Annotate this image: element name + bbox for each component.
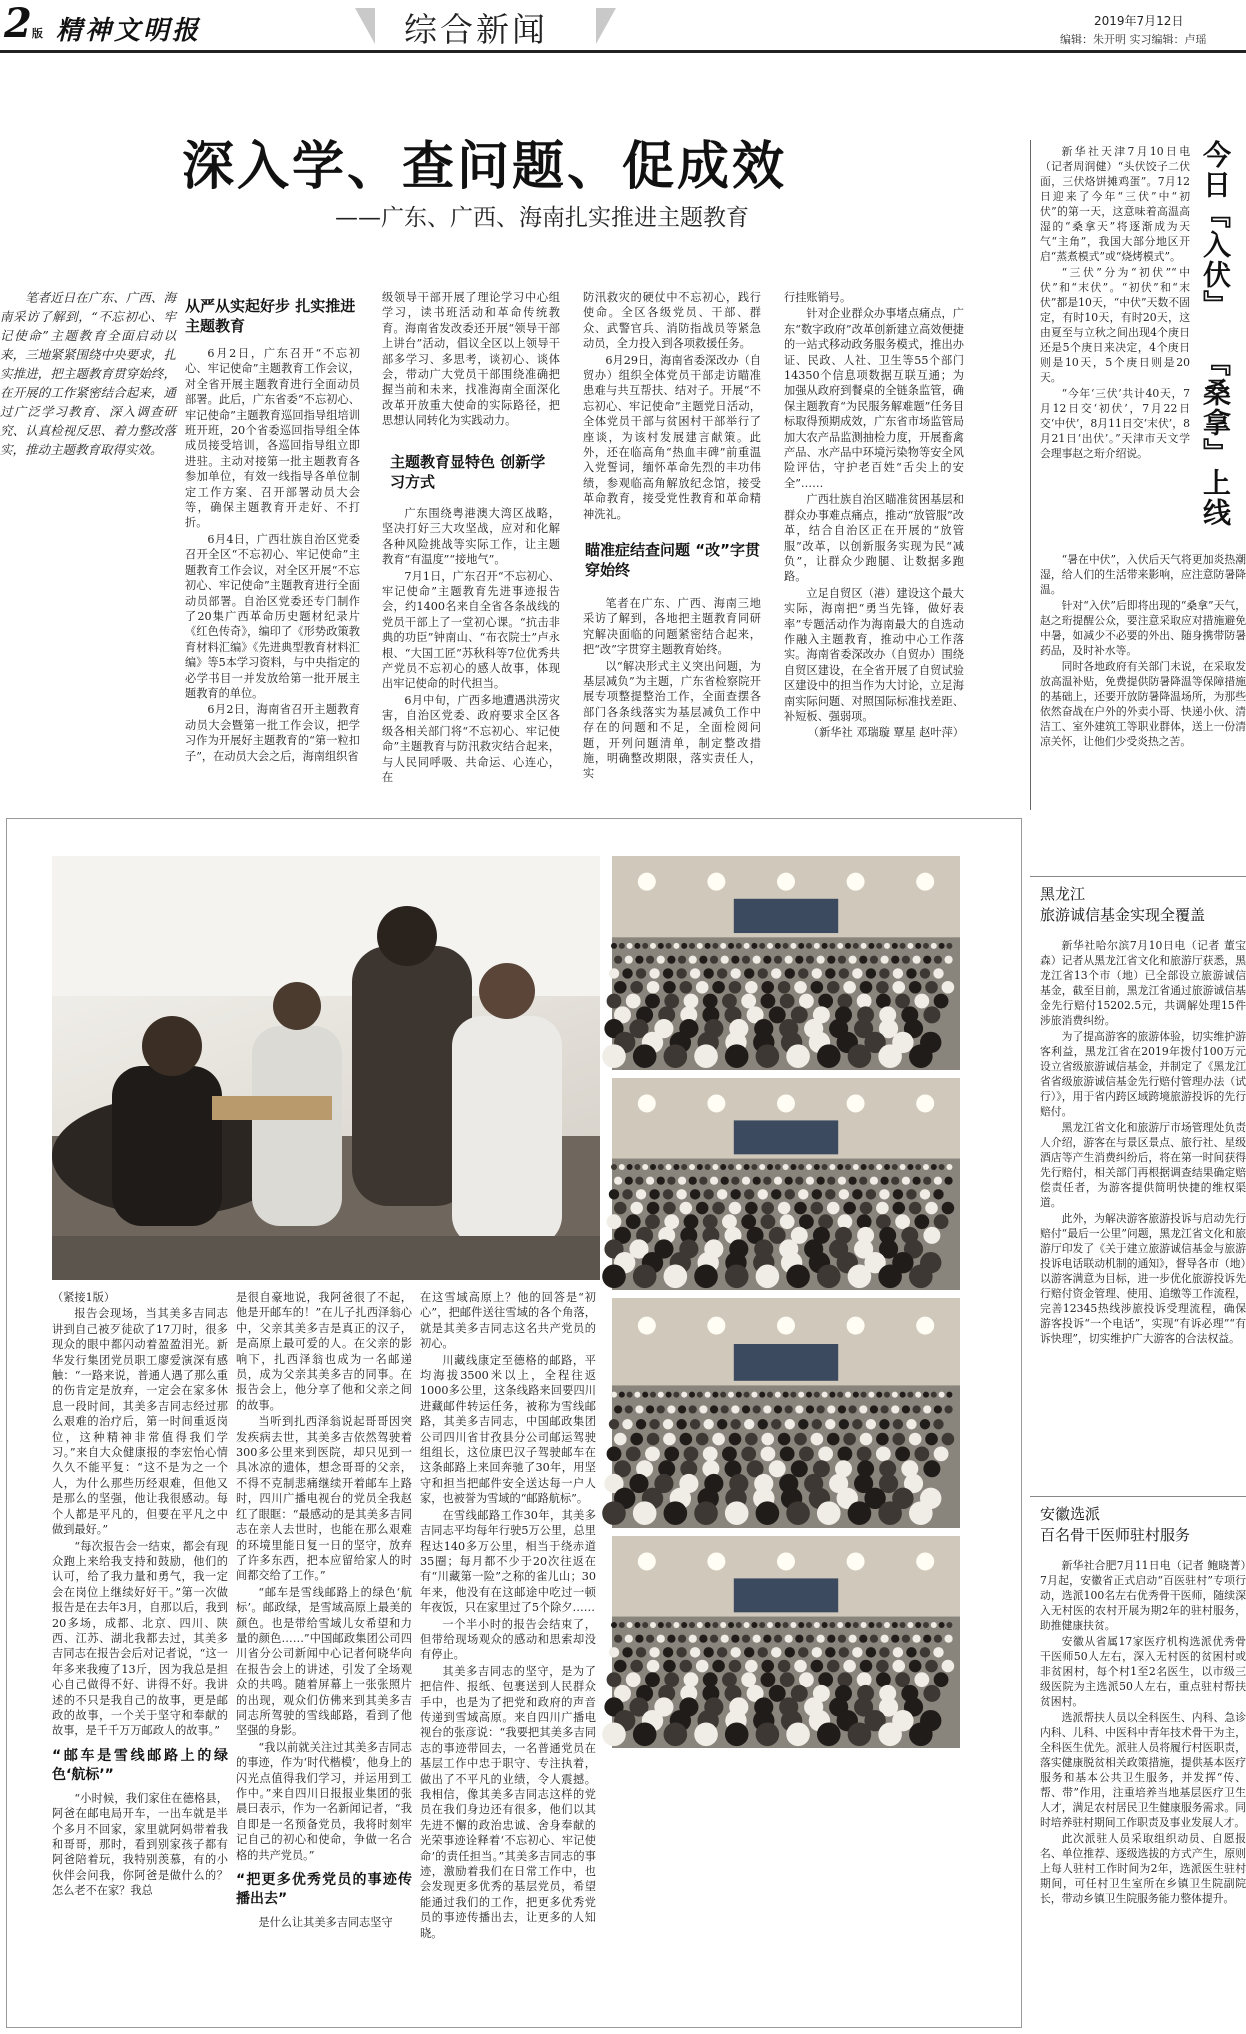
chandelier-light: [847, 873, 865, 891]
sidebar-vertical-title-2: 『桑拿』上线: [1199, 348, 1232, 528]
header-triangle: [355, 8, 375, 44]
hall-photo-svg: [612, 1078, 960, 1290]
article-col-2b: 广东围绕粤港澳大湾区战略，坚决打好三大攻坚战，应对和化解各种风险挑战等实际工作，让主题教育“有温度”“接地气”。 7月1日，广东召开“不忘初心、牢记使命”主题教育先进事迹报告会，约1400名来自全省各条战线的党员干部上了一堂初心课。“抗击非典的功臣”钟南山、“布衣院士”卢永根、“大国工匠”苏秋科等7位优秀共产党员不忘初心的感人故事，体现出牢记使命的时代担当。 6月中旬，广西多地遭遇洪涝灾害，自治区党委、政府要求全区各级各相关部门将“不忘初心、牢记使命”主题教育与防汛救灾结合起来，与人民同呼吸、共命运、心连心，在: [382, 507, 560, 784]
article-col-2a: 级领导干部开展了理论学习中心组学习，读书班活动和革命传统教育。海南省发改委还开展“领导干部上讲台”活动，倡议全区以上领导干部多学习、多思考，谈初心、谈体会，带动广大党员干部围绕准确把握当前和未来，找准海南全面深化改革开放重大使命的实际路径，把思想认同转化为实践动力。: [382, 291, 560, 428]
photo-col-2: 是很自豪地说，我阿爸很了不起，他是开邮车的！”在儿子扎西泽翁心中，父亲其美多吉是真正的汉子，是高原上最可爱的人。在父亲的影响下，扎西泽翁也成为一名邮递员，成为父亲其美多吉的同事。在报告会上，他分享了他和父亲之间的故事。 当听到扎西泽翁说起哥哥因突发疾病去世，其美多吉依然驾驶着300多公里来到医院，却只见到一具冰凉的遗体，想念哥哥的父亲，不得不克制悲痛继续开着邮车上路时，四川广播电视台的党员全我赵红了眼眶：“最感动的是其美多吉同志在亲人去世时，也能在那么艰难的环境里能日复一日的坚守，放弃了许多东西，把本应留给家人的时间都交给了工作。” “邮车是雪线邮路上的绿色‘航标’。邮政绿，是雪域高原上最美的颜色。也是带给雪域儿女希望和力量的颜色……”中国邮政集团公司四川省分公司新闻中心记者何晓华向在报告会上的讲述，引发了全场观众的共鸣。随着屏幕上一张张照片的出现，观众们仿佛来到其美多吉同志所驾驶的雪线邮路，看到了他坚强的身影。 “我以前就关注过其美多吉同志的事迹，作为‘时代楷模’，他身上的闪光点值得我们学习，并运用到工作中。”来自四川日报报业集团的张晨曰表示，作为一名新闻记者，“我自即是一名预备党员，我将时刻牢记自己的初心和使命，争做一名合格的共产党员。” “把更多优秀党员的事迹传播出去” 是什么让其美多吉同志坚守: [236, 1291, 412, 1930]
chandelier-light: [916, 1552, 934, 1570]
intro-text: 笔者近日在广东、广西、海南采访了解到，“不忘初心、牢记使命”主题教育全面启动以来，三地紧紧围绕中央要求，扎实推进，把主题教育贯穿始终，在开展的工作紧密结合起来，通过广泛学习教育、深入调查研究、认真检视反思、着力整改落实，推动主题教育取得实效。: [0, 290, 176, 457]
chandelier-light: [847, 1552, 865, 1570]
article-col-1: 6月2日，广东召开“不忘初心、牢记使命”主题教育工作会议，对全省开展主题教育进行全面动员部署。此后，广东省委“不忘初心、牢记使命”主题教育巡回指导组培训班开班，20个省委巡回指导组全体成员接受培训，各巡回指导组立即进驻。主动对接第一批主题教育各参加单位，有效一线指导各单位制定工作方案、召开部署动员大会等，确保主题教育开走好、不打折。 6月4日，广西壮族自治区党委召开全区“不忘初心、牢记使命”主题教育工作会议，对全区开展“不忘初心、牢记使命”主题教育进行全面动员部署。自治区党委还专门制作了20集广西革命历史题材纪录片《红色传奇》，编印了《形势政策教育材料汇编》《先进典型教育材料汇编》等5本学习资料，与中央指定的必学书目一并发放给第一批开展主题教育的单位。 6月2日，海南省召开主题教育动员大会暨第一批工作会议，把学习作为开展好主题教育的“第一粒扣子”，在动员大会之后，海南组织省: [185, 347, 360, 763]
page-header: [0, 0, 1246, 52]
article-col-3a: 防汛救灾的硬仗中不忘初心，践行使命。全区各级党员、干部、群众、武警官兵、消防指战员等紧急动员，全力投入到各项救援任务。 6月29日，海南省委深改办（自贸办）组织全体党员干部走访瞄准患难与共互帮扶、结对子。开展“不忘初心、牢记使命”主题党日活动，全体党员干部与贫困村干部举行了座谈，为该村发展建言献策。此外，还在临高角“热血丰碑”前重温入党誓词，缅怀革命先烈的丰功伟绩，参观临高角解放纪念馆，接受革命教育，接受党性教育和革命精神洗礼。: [583, 291, 761, 521]
article-col-3b: 笔者在广东、广西、海南三地采访了解到，各地把主题教育同研究解决面临的问题紧密结合起来，把“改”字贯穿主题教育始终。 以“解决形式主义突出问题，为基层减负”为主题，广东省检察院开展专项整提整治工作，全面查摆各部门各条线落实为基层减负工作中存在的问题和不足，全面检阅问题，开列问题清单，制定整改措施，明确整改期限，落实责任人，实: [583, 597, 761, 781]
chandelier-light: [916, 873, 934, 891]
photo-hall-3: [612, 1298, 960, 1528]
photo-col-3: 在这雪域高原上？他的回答是“初心”，把邮件送往雪域的各个角落，就是其美多吉同志这名共产党员的初心。 川藏线康定至德格的邮路，平均海拔3500米以上，全程往返1000多公里，这条线路来回要四川进藏邮件转运任务，被称为雪线邮路，其美多吉同志，中国邮政集团公司四川省甘孜县分公司邮运驾驶组组长，这位康巴汉子驾驶邮车在这条邮路上来回奔驰了30年，用坚守和担当把邮件安全送达每一户人家，也被誉为雪域的“邮路航标”。 在雪线邮路工作30年，其美多吉同志平均每年行驶5万公里，总里程达140多万公里，相当于绕赤道35圈；每月都不少于20次往返在有“川藏第一险”之称的雀儿山；30年来，他没有在这邮途中吃过一顿年夜饭，只在家里过了5个除夕…… 一个半小时的报告会结束了，但带给现场观众的感动和思索却没有停止。 其美多吉同志的坚守，是为了把信件、报纸、包裹送到人民群众手中，也是为了把党和政府的声音传递到雪域高原。来自四川广播电视台的张彦说：“我要把其美多吉同志的事迹带回去，一名普通党员在基层工作中忠于职守、专注执着，做出了不平凡的业绩，令人震撼。我相信，像其美多吉同志这样的党员在我们身边还有很多，他们以其先进不懈的政治忠诚、舍身奉献的光荣事迹诠释着‘不忘初心、牢记使命’的责任担当。”其美多吉同志的事迹，激励着我们在日常工作中，也会发现更多优秀的基层党员，希望能通过我们的工作，把更多优秀党员的事迹传播出去，让更多的人知晓。: [420, 1291, 596, 1940]
chandelier-light: [707, 1552, 725, 1570]
subhead-3: 瞄准症结查问题 “改”字贯穿始终: [585, 541, 760, 579]
stage-screen: [734, 1344, 838, 1381]
anhui-text: 新华社合肥7月11日电（记者 鲍晓菁）7月起，安徽省正式启动“百医驻村”专项行动，选派100名左右优秀骨干医师，随续深入无村医的农村开展为期2年的驻村服务，助推健康扶贫。 安徽从省属17家医疗机构选派优秀骨干医师50人左右，深入无村医的贫困村或非贫困村，每个村1至2名医生，以市级三级医院为主选派50人左右，重点驻村帮扶贫困村。 选派帮扶人员以全科医生、内科、急诊内科、儿科、中医科中青年技术骨干为主，全科医生优先。派驻人员将履行村医职责，落实健康脱贫相关政策措施，提供基本医疗服务和基本公共卫生服务，并发挥“传、帮、带”作用，注重培养当地基层医疗卫生人才，满足农村居民卫生健康服务需求。同时培养驻村期间工作职责及事业发展人才。 此次派驻人员采取组织动员、自愿报名、单位推荐、逐级选拔的方式产生，原则上每人驻村工作时间为2年，选派医生驻村期间，可任村卫生室所在乡镇卫生院副院长，带动乡镇卫生院服务能力整体提升。: [1040, 1559, 1246, 1905]
sidebar-rule-2: [1030, 1496, 1246, 1497]
chandelier-light: [916, 1094, 934, 1112]
main-subtitle: ——广东、广西、海南扎实推进主题教育: [335, 205, 749, 231]
photo-col1-subhead: “邮车是雪线邮路上的绿色‘航标’”: [52, 1747, 228, 1783]
main-title: 深入学、查问题、促成效: [182, 137, 788, 197]
sidebar-weather-text-2: “暑在中伏”，入伏后天气将更加炎热潮湿，给人们的生活带来影响，应注意防暑降温。 针对“入伏”后即将出现的“桑拿”天气，赵之珩提醒公众，要注意采取应对措施避免中暑，如减少不必要的外出、随身携带防暑药品，及时补水等。 同时各地政府有关部门未说，在采取发放高温补贴，免费提供防暑降温等保障措施的基础上，还要开放防暑降温场所，为那些依然奋战在户外的外卖小哥、快递小伙、清洁工、室外建筑工等职业群体，送上一份清凉关怀，让他们少受炎热之苦。: [1040, 553, 1246, 748]
chandelier-light: [638, 1317, 656, 1335]
subhead-2: 主题教育显特色 创新学习方式: [390, 453, 546, 491]
sidebar-vertical-title-1: 今日『入伏』: [1199, 140, 1232, 320]
chandelier-light: [638, 873, 656, 891]
photo-col2-subhead: “把更多优秀党员的事迹传播出去”: [236, 1872, 412, 1908]
photo-ceremony: [52, 856, 600, 1280]
hall-photo-svg: [612, 856, 960, 1070]
sidebar-divider: [1030, 140, 1031, 810]
stage-screen: [734, 1120, 838, 1154]
heilongjiang-text: 新华社哈尔滨7月10日电（记者 董宝森）记者从黑龙江省文化和旅游厅获悉，黑龙江省13个市（地）已全部设立旅游诚信基金，截至目前，黑龙江省通过旅游诚信基金先行赔付15202.5元，共调解处理15件涉旅消费纠纷。 为了提高游客的旅游体验，切实维护游客利益，黑龙江省在2019年拨付100万元设立省级旅游诚信基金，并制定了《黑龙江省省级旅游诚信基金先行赔付管理办法（试行）》，用于省内跨区域跨境旅游投诉的先行赔付。 黑龙江省文化和旅游厅市场管理处负责人介绍，游客在与景区景点、旅行社、星级酒店等产生消费纠纷后，将在第一时间获得先行赔付，相关部门再根据调查结果确定赔偿责任者，为游客提供简明快捷的维权渠道。 此外，为解决游客旅游投诉与启动先行赔付“最后一公里”问题，黑龙江省文化和旅游厅印发了《关于建立旅游诚信基金与旅游投诉电话联动机制的通知》，督导各市（地）以游客满意为目标，进一步优化旅游投诉先行赔付资金管理、使用、追缴等工作流程，完善12345热线涉旅投诉受理流程，确保游客投诉“一个电话”，实现“有诉必理”“有诉快理”，切实维护广大游客的合法权益。: [1040, 939, 1246, 1345]
subhead-1: 从严从实起好步 扎实推进主题教育: [185, 297, 356, 335]
chandelier-light: [638, 1552, 656, 1570]
chandelier-light: [777, 1094, 795, 1112]
paper-name: 精神文明报: [56, 16, 202, 46]
chandelier-light: [707, 1317, 725, 1335]
hall-photo-svg: [612, 1298, 960, 1528]
sidebar-rule-1: [1030, 876, 1246, 877]
photo-col-1: （紧接1版） 报告会现场，当其美多吉同志讲到自己被歹徒砍了17刀时，很多现众的眼中都闪动着盈盈泪光。新华发行集团党员职工廖爱演深有感触：“一路来说，普通人遇了那么重的伤肯定是放弃，一定会在家多休息一段时间，其美多吉同志经过那么艰难的治疗后，第一时间重返岗位，这种精神非常值得我们学习。”来自大众健康报的李宏怡心情久久不能平复：“这不是为之一个人，为什么那些历经艰难，但他又是那么的坚强，他让我很感动。每个人都是平凡的，但要在平凡之中做到最好。” “每次报告会一结束，都会有现众跑上来给我支持和鼓励，他们的认可，给了我力量和勇气，我一定会在岗位上继续好好干。”第一次做报告是在去年3月，自那以后，我到20多场，成都、北京、四川、陕西、江苏、湖北我都去过，其美多吉同志在报告会后对记者说，“这一年多来我瘦了13斤，因为我总是担心自己做得不好、讲得不好。我讲述的不只是我自己的故事，更是邮政的故事，一个关于坚守和奉献的故事，是千千万万邮政人的故事。” “邮车是雪线邮路上的绿色‘航标’” “小时候，我们家住在德格县，阿爸在邮电局开车，一出车就是半个多月不回家，家里就阿妈带着我和哥哥，那时，看到别家孩子都有阿爸陪着玩，我特别羡慕，有的小伙伴会问我，你阿爸是做什么的？怎么老不在家？我总: [52, 1291, 228, 1898]
header-editors: 编辑：朱开明 实习编辑：卢瑶: [1060, 33, 1207, 46]
sidebar-weather-text: 新华社天津7月10日电（记者周润健）“头伏饺子二伏面，三伏烙饼摊鸡蛋”。7月12日迎来了今年“三伏”中“初伏”的第一天，这意味着高温高湿的“桑拿天”将逐渐成为天气“主角”，我国大部分地区开启“蒸煮模式”或“烧烤模式”。 “三伏”分为“初伏”“中伏”和“末伏”。“初伏”和“末伏”都是10天，“中伏”天数不固定，有时10天，有时20天，这由夏至与立秋之间出现4个庚日还是5个庚日来决定，4个庚日则是10天，5个庚日则是20天。 “今年‘三伏’共计40天，7月12日交‘初伏’，7月22日交‘中伏’，8月11日交‘末伏’，8月21日‘出伏’。”天津市天文学会理事赵之珩介绍说。: [1040, 145, 1190, 460]
photo-hall-1: [612, 856, 960, 1070]
photo-hall-2: [612, 1078, 960, 1290]
article-col-4: 行挂账销号。 针对企业群众办事堵点痛点，广东“数字政府”改革创新建立高效便捷的一站式移动政务服务模式，推出办证、民政、人社、卫生等55个部门14350个信息项数据互联互通；为加强从政府到餐桌的全链条监管，确保主题教育“为民服务解难题”任务目标取得预期成效，广东省市场监管局加大农产品监测抽检力度，开展畜禽产品、水产品中环境污染物等安全风险评估，守护老百姓“舌尖上的安全”…… 广西壮族自治区瞄准贫困基层和群众办事难点痛点，推动“放管服”改革，结合自治区正在开展的“放管服”改革，以创新服务实现为民“减负”，让群众少跑腿、让数据多跑路。 立足自贸区（港）建设这个最大实际，海南把“勇当先锋，做好表率”专题活动作为海南最大的自选动作融入主题教育，推动中心工作落实。海南省委深改办（自贸办）围绕自贸区建设，在全省开展了自贸试验区建设中的担当作为大讨论，立足海南实际问题、对照国际标准找差距、补短板、强弱项。 （新华社 邓瑞璇 覃星 赵叶萍）: [784, 291, 964, 740]
hall-photo-svg: [612, 1536, 960, 1748]
header-date: 2019年7月12日: [1094, 14, 1184, 28]
chandelier-light: [638, 1094, 656, 1112]
section-name: 综合新闻: [404, 10, 548, 49]
chandelier-light: [916, 1317, 934, 1335]
chandelier-light: [847, 1094, 865, 1112]
chandelier-light: [777, 873, 795, 891]
chandelier-light: [777, 1317, 795, 1335]
chandelier-light: [707, 1094, 725, 1112]
header-rule: [0, 50, 1246, 53]
chandelier-light: [777, 1552, 795, 1570]
anhui-title: 安徽选派 百名骨干医师驻村服务: [1040, 1505, 1191, 1544]
stage-screen: [734, 1578, 838, 1612]
stage-screen: [734, 899, 838, 933]
photo-hall-4: [612, 1536, 960, 1748]
page-number: 2版: [4, 0, 43, 47]
chandelier-light: [707, 873, 725, 891]
heilongjiang-title: 黑龙江 旅游诚信基金实现全覆盖: [1040, 885, 1206, 924]
chandelier-light: [847, 1317, 865, 1335]
header-triangle-right: [596, 8, 616, 44]
